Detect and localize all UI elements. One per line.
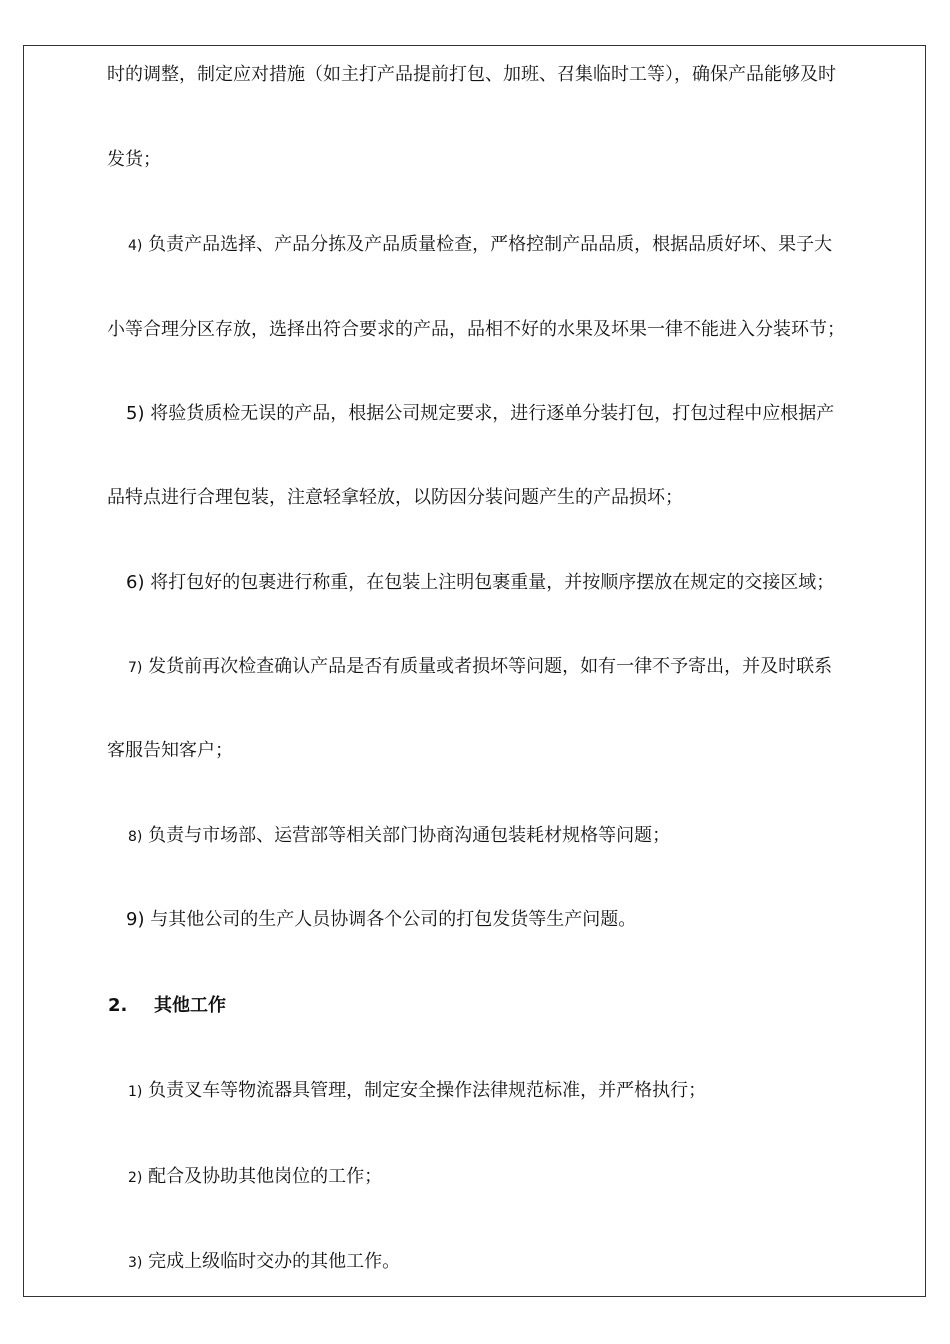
list-item-continuation: 品特点进行合理包装，注意轻拿轻放，以防因分装问题产生的产品损坏；: [107, 487, 683, 508]
paragraph-line: 发货；: [107, 149, 161, 170]
list-item: [128, 824, 670, 849]
list-item: [126, 908, 636, 932]
list-item-number: 4): [128, 238, 143, 254]
list-item-number: 7): [128, 660, 143, 676]
list-item-number: 3): [128, 1255, 143, 1271]
list-item: [128, 1079, 706, 1104]
list-item-text: 将验货质检无误的产品，根据公司规定要求，进行逐单分装打包，打包过程中应根据产: [150, 403, 835, 424]
list-item-number: 2): [128, 1170, 143, 1186]
list-item-number: 1): [128, 1084, 143, 1100]
list-item-number: 5): [126, 403, 145, 424]
list-item-text: 负责产品选择、产品分拣及产品质量检查，严格控制产品品质，根据品质好坏、果子大: [148, 234, 833, 255]
list-item: [126, 571, 834, 595]
list-item-text: 完成上级临时交办的其他工作。: [148, 1251, 401, 1272]
list-item: [128, 233, 832, 258]
section-title: 其他工作: [154, 995, 226, 1016]
section-heading: [108, 994, 226, 1018]
list-item-text: 将打包好的包裹进行称重，在包装上注明包裹重量，并按顺序摆放在规定的交接区域；: [150, 572, 835, 593]
list-item: [128, 1165, 382, 1190]
list-item-text: 配合及协助其他岗位的工作；: [148, 1166, 383, 1187]
list-item-text: 发货前再次检查确认产品是否有质量或者损坏等问题，如有一律不予寄出，并及时联系: [148, 656, 833, 677]
section-number: 2.: [108, 995, 128, 1016]
list-item-text: 负责叉车等物流器具管理，制定安全操作法律规范标准，并严格执行；: [148, 1080, 707, 1101]
list-item-continuation: 客服告知客户；: [107, 740, 233, 761]
list-item-continuation: 小等合理分区存放，选择出符合要求的产品，品相不好的水果及坏果一律不能进入分装环节；: [107, 319, 845, 340]
list-item: [128, 1250, 400, 1275]
paragraph-line: 时的调整，制定应对措施（如主打产品提前打包、加班、召集临时工等），确保产品能够及时: [107, 64, 836, 85]
list-item-text: 与其他公司的生产人员协调各个公司的打包发货等生产问题。: [150, 909, 637, 930]
list-item-number: 9): [126, 909, 145, 930]
list-item-number: 8): [128, 829, 143, 845]
list-item: [126, 402, 834, 426]
list-item: [128, 655, 832, 680]
list-item-text: 负责与市场部、运营部等相关部门协商沟通包装耗材规格等问题；: [148, 825, 671, 846]
list-item-number: 6): [126, 572, 145, 593]
